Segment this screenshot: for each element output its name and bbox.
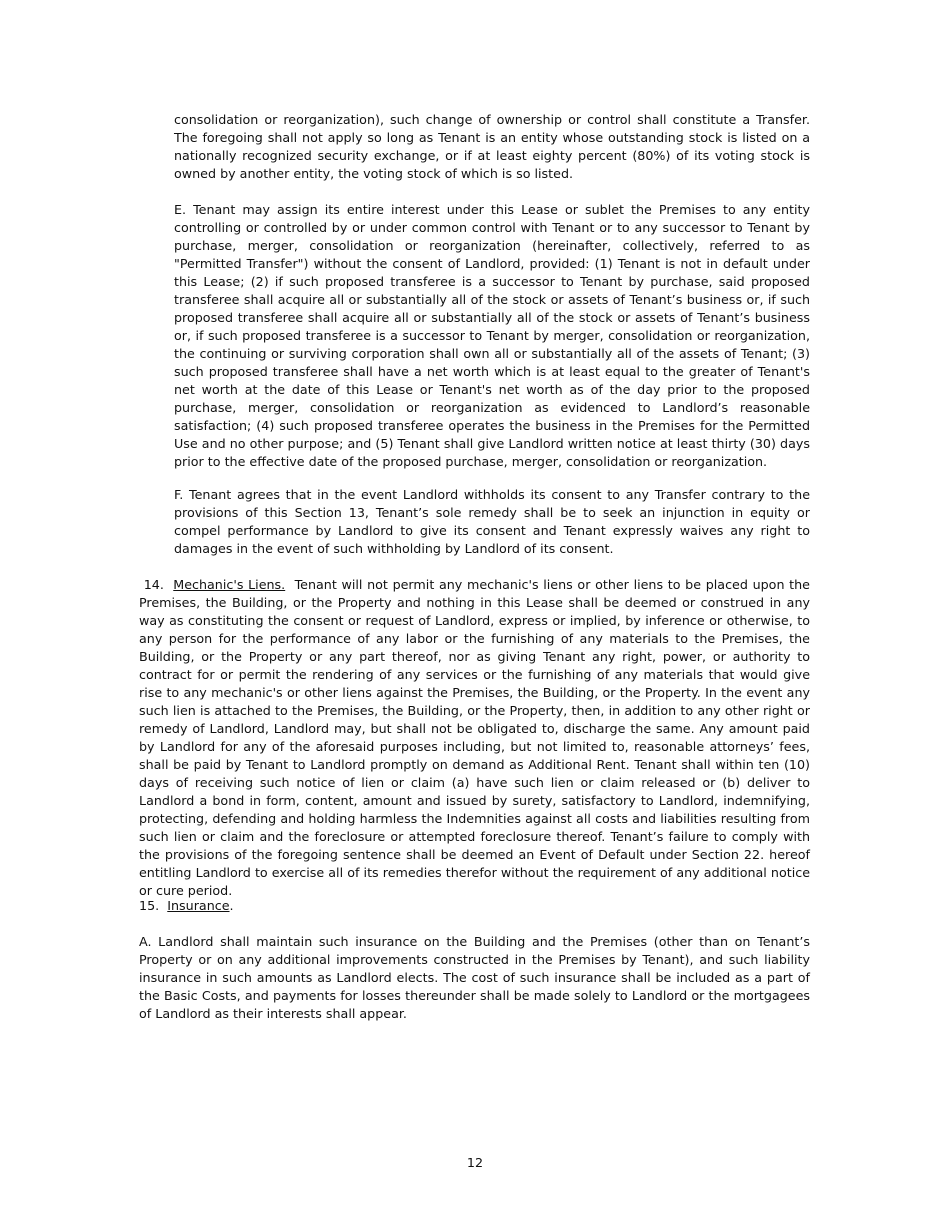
page-number: 12 xyxy=(466,1155,484,1170)
section-14-body: Tenant will not permit any mechanic's liens or other liens to be placed upon the Premises, the Building, or the Property and nothing in this Lease shall be deemed or construed in any way as constituting the consent or request of Landlord, express or implied, by inference or otherwise, to any person for the performance of any labor or the furnishing of any materials to the Premises, the Building, or the Property or any part thereof, nor as giving Tenant any right, power, or authority to contract for or permit the rendering of any services or the furnishing of any materials that would give rise to any mechanic's or other liens against the Premises, the Building, or the Property. In the event any such lien is attached to the Premises, the Building, or the Property, then, in addition to any other right or remedy of Landlord, Landlord may, but shall not be obligated to, discharge the same. Any amount paid by Landlord for any of the aforesaid purposes including, but not limited to, reasonable attorneys’ fees, shall be paid by Tenant to Landlord promptly on demand as Additional Rent. Tenant shall within ten (10) days of receiving such notice of lien or claim (a) have such lien or claim released or (b) deliver to Landlord a bond in form, content, amount and issued by surety, satisfactory to Landlord, indemnifying, protecting, defending and holding harmless the Indemnities against all costs and liabilities resulting from such lien or claim and the foreclosure or attempted foreclosure thereof. Tenant’s failure to comply with the provisions of the foregoing sentence shall be deemed an Event of Default under Section 22. hereof entitling Landlord to exercise all of its remedies therefor without the requirement of any additional notice or cure period. xyxy=(139,577,810,898)
section-15-number: 15. xyxy=(139,898,160,913)
continuation-paragraph-block xyxy=(174,111,810,183)
paragraph-e-block xyxy=(174,201,810,471)
paragraph-e: E. Tenant may assign its entire interest under this Lease or sublet the Premises to any entity controlling or controlled by or under common control with Tenant or to any successor to Tenant by purchase, merger, consolidation or reorganization (hereinafter, collectively, referred to as "Permitted Transfer") without the consent of Landlord, provided: (1) Tenant is not in default under this Lease; (2) if such proposed transferee is a successor to Tenant by purchase, said proposed transferee shall acquire all or substantially all of the stock or assets of Tenant’s business or, if such proposed transferee shall acquire all or substantially all of the stock or assets of Tenant’s business or, if such proposed transferee is a successor to Tenant by merger, consolidation or reorganization, the continuing or surviving corporation shall own all or substantially all of the assets of Tenant; (3) such proposed transferee shall have a net worth which is at least equal to the greater of Tenant's net worth at the date of this Lease or Tenant's net worth as of the day prior to the proposed purchase, merger, consolidation or reorganization as evidenced to Landlord’s reasonable satisfaction; (4) such proposed transferee operates the business in the Premises for the Permitted Use and no other purpose; and (5) Tenant shall give Landlord written notice at least thirty (30) days prior to the effective date of the proposed purchase, merger, consolidation or reorganization. xyxy=(174,202,810,469)
section-14 xyxy=(139,576,810,900)
paragraph-f: F. Tenant agrees that in the event Landlord withholds its consent to any Transfer contrary to the provisions of this Section 13, Tenant’s sole remedy shall be to seek an injunction in equity or compel performance by Landlord to give its consent and Tenant expressly waives any right to damages in the event of such withholding by Landlord of its consent. xyxy=(174,487,810,556)
section-15-title xyxy=(139,897,810,915)
continuation-paragraph: consolidation or reorganization), such change of ownership or control shall constitute a Transfer. The foregoing shall not apply so long as Tenant is an entity whose outstanding stock is listed on a nationally recognized security exchange, or if at least eighty percent (80%) of its voting stock is owned by another entity, the voting stock of which is so listed. xyxy=(174,112,810,181)
section-15-heading-line xyxy=(139,897,810,915)
section-15-paragraph-a-block xyxy=(139,933,810,1023)
section-14-heading: Mechanic's Liens. xyxy=(173,577,286,592)
section-15-heading: Insurance xyxy=(167,898,230,913)
section-14-number: 14. xyxy=(143,577,164,592)
paragraph-f-block xyxy=(174,486,810,558)
section-15-heading-suffix: . xyxy=(229,898,234,913)
section-15-paragraph-a: A. Landlord shall maintain such insurance on the Building and the Premises (other than on Tenant’s Property or on any additional improvements constructed in the Premises by Tenant), and such liability insurance in such amounts as Landlord elects. The cost of such insurance shall be included as a part of the Basic Costs, and payments for losses thereunder shall be made solely to Landlord or the mortgagees of Landlord as their interests shall appear. xyxy=(139,934,810,1021)
section-14-paragraph xyxy=(139,576,810,900)
